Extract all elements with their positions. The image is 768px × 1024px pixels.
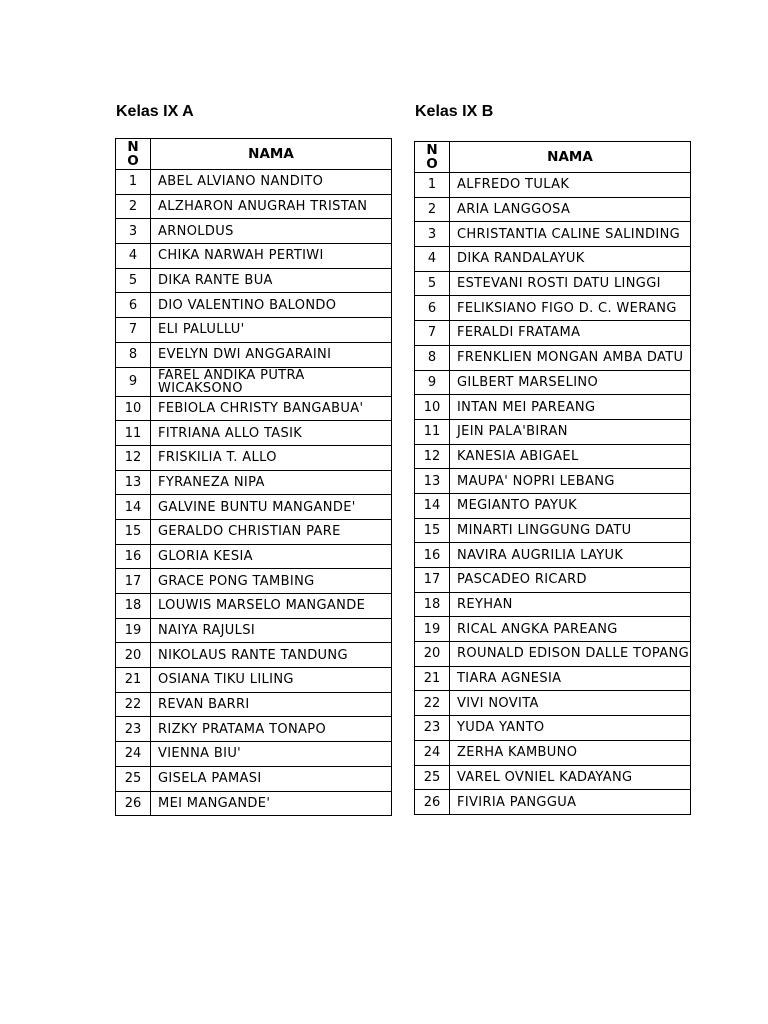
student-number: 14	[415, 493, 450, 518]
student-number: 6	[415, 296, 450, 321]
student-number: 3	[415, 222, 450, 247]
student-number: 22	[116, 692, 151, 717]
student-number: 11	[415, 419, 450, 444]
student-number: 7	[415, 321, 450, 346]
student-number: 16	[415, 543, 450, 568]
table-row	[116, 342, 392, 367]
student-number: 6	[116, 293, 151, 318]
class-title: Kelas IX A	[116, 103, 194, 120]
student-number: 8	[415, 345, 450, 370]
class-roster-ix-b	[414, 102, 690, 815]
table-row	[116, 470, 392, 495]
student-number: 11	[116, 421, 151, 446]
student-name: GRACE PONG TAMBING	[151, 569, 392, 594]
student-number: 1	[116, 170, 151, 195]
student-name: VIENNA BIU'	[151, 742, 392, 767]
table-row	[116, 742, 392, 767]
student-number: 21	[116, 668, 151, 693]
table-row	[116, 293, 392, 318]
table-row	[116, 594, 392, 619]
table-row	[116, 318, 392, 343]
table-row	[116, 569, 392, 594]
student-name: REYHAN	[450, 592, 691, 617]
table-row	[415, 765, 691, 790]
column-header-no	[116, 139, 151, 170]
table-row	[116, 367, 392, 396]
table-row	[116, 445, 392, 470]
table-row	[116, 717, 392, 742]
class-roster-ix-a	[115, 102, 391, 816]
student-name: GILBERT MARSELINO	[450, 370, 691, 395]
student-name: EVELYN DWI ANGGARAINI	[151, 342, 392, 367]
student-name: KANESIA ABIGAEL	[450, 444, 691, 469]
student-name: VIVI NOVITA	[450, 691, 691, 716]
student-number: 26	[116, 791, 151, 816]
student-number: 9	[116, 367, 151, 396]
student-name: CHRISTANTIA CALINE SALINDING	[450, 222, 691, 247]
student-number: 25	[415, 765, 450, 790]
student-name: REVAN BARRI	[151, 692, 392, 717]
student-name: CHIKA NARWAH PERTIWI	[151, 244, 392, 269]
student-number: 24	[116, 742, 151, 767]
student-name: RICAL ANGKA PAREANG	[450, 617, 691, 642]
student-name: ROUNALD EDISON DALLE TOPANG	[450, 642, 691, 667]
table-row	[415, 642, 691, 667]
student-number: 15	[415, 518, 450, 543]
table-row	[415, 469, 691, 494]
header-row	[116, 139, 392, 170]
student-number: 10	[116, 396, 151, 421]
student-number: 5	[415, 271, 450, 296]
table-row	[415, 419, 691, 444]
student-name: INTAN MEI PAREANG	[450, 395, 691, 420]
table-row	[415, 296, 691, 321]
student-number: 5	[116, 268, 151, 293]
table-row	[116, 618, 392, 643]
student-name: OSIANA TIKU LILING	[151, 668, 392, 693]
student-number: 14	[116, 495, 151, 520]
student-name: MAUPA' NOPRI LEBANG	[450, 469, 691, 494]
student-name: FITRIANA ALLO TASIK	[151, 421, 392, 446]
student-number: 9	[415, 370, 450, 395]
table-row	[116, 421, 392, 446]
table-row	[116, 643, 392, 668]
student-number: 2	[116, 194, 151, 219]
table-row	[116, 268, 392, 293]
student-name: MEI MANGANDE'	[151, 791, 392, 816]
student-name: DIKA RANDALAYUK	[450, 247, 691, 272]
student-number: 16	[116, 544, 151, 569]
roster-body	[116, 170, 392, 816]
student-name: DIO VALENTINO BALONDO	[151, 293, 392, 318]
student-number: 15	[116, 519, 151, 544]
student-number: 21	[415, 666, 450, 691]
table-row	[116, 692, 392, 717]
table-row	[415, 518, 691, 543]
student-name: NAVIRA AUGRILIA LAYUK	[450, 543, 691, 568]
student-name: GALVINE BUNTU MANGANDE'	[151, 495, 392, 520]
table-row	[415, 716, 691, 741]
student-number: 13	[415, 469, 450, 494]
student-name: RIZKY PRATAMA TONAPO	[151, 717, 392, 742]
student-number: 17	[116, 569, 151, 594]
student-number: 19	[415, 617, 450, 642]
column-header-name: NAMA	[151, 139, 392, 170]
table-row	[116, 219, 392, 244]
student-number: 8	[116, 342, 151, 367]
student-name: FEBIOLA CHRISTY BANGABUA'	[151, 396, 392, 421]
table-row	[116, 194, 392, 219]
table-row	[415, 370, 691, 395]
student-name: GLORIA KESIA	[151, 544, 392, 569]
table-row	[116, 170, 392, 195]
student-number: 26	[415, 790, 450, 815]
table-row	[116, 519, 392, 544]
student-name: ALFREDO TULAK	[450, 173, 691, 198]
student-name: ZERHA KAMBUNO	[450, 740, 691, 765]
student-name: FERALDI FRATAMA	[450, 321, 691, 346]
student-name: MINARTI LINGGUNG DATU	[450, 518, 691, 543]
student-name: FRENKLIEN MONGAN AMBA DATU	[450, 345, 691, 370]
student-name: ARIA LANGGOSA	[450, 197, 691, 222]
student-number: 22	[415, 691, 450, 716]
student-number: 20	[116, 643, 151, 668]
table-row	[415, 444, 691, 469]
student-name: LOUWIS MARSELO MANGANDE	[151, 594, 392, 619]
student-name: FAREL ANDIKA PUTRA WICAKSONO	[151, 367, 392, 396]
student-number: 4	[415, 247, 450, 272]
table-row	[415, 197, 691, 222]
class-title: Kelas IX B	[415, 103, 494, 120]
table-row	[415, 666, 691, 691]
student-name: FRISKILIA T. ALLO	[151, 445, 392, 470]
table-row	[116, 766, 392, 791]
student-number: 13	[116, 470, 151, 495]
student-name: PASCADEO RICARD	[450, 568, 691, 593]
table-row	[116, 791, 392, 816]
table-row	[116, 495, 392, 520]
student-number: 23	[116, 717, 151, 742]
student-name: VAREL OVNIEL KADAYANG	[450, 765, 691, 790]
table-row	[415, 790, 691, 815]
table-row	[415, 592, 691, 617]
column-header-no-line-1: N	[127, 139, 139, 155]
header-row	[415, 142, 691, 173]
student-name: ALZHARON ANUGRAH TRISTAN	[151, 194, 392, 219]
student-name: ELI PALULLU'	[151, 318, 392, 343]
student-number: 1	[415, 173, 450, 198]
table-row	[415, 345, 691, 370]
table-row	[415, 740, 691, 765]
column-header-no-line-2: O	[426, 156, 438, 172]
table-row	[415, 222, 691, 247]
student-number: 12	[415, 444, 450, 469]
table-row	[415, 271, 691, 296]
student-name: ARNOLDUS	[151, 219, 392, 244]
student-number: 24	[415, 740, 450, 765]
student-number: 4	[116, 244, 151, 269]
student-number: 18	[415, 592, 450, 617]
student-name: NAIYA RAJULSI	[151, 618, 392, 643]
roster-table	[115, 138, 392, 816]
table-row	[415, 247, 691, 272]
table-row	[116, 544, 392, 569]
student-name: FYRANEZA NIPA	[151, 470, 392, 495]
student-number: 23	[415, 716, 450, 741]
roster-table	[414, 141, 691, 815]
table-row	[415, 568, 691, 593]
table-row	[116, 244, 392, 269]
table-row	[415, 173, 691, 198]
student-number: 12	[116, 445, 151, 470]
student-name: FELIKSIANO FIGO D. C. WERANG	[450, 296, 691, 321]
student-name: FIVIRIA PANGGUA	[450, 790, 691, 815]
student-number: 25	[116, 766, 151, 791]
student-name: TIARA AGNESIA	[450, 666, 691, 691]
student-number: 18	[116, 594, 151, 619]
table-row	[415, 691, 691, 716]
table-row	[116, 396, 392, 421]
table-row	[415, 617, 691, 642]
student-number: 17	[415, 568, 450, 593]
table-row	[415, 493, 691, 518]
student-name: ESTEVANI ROSTI DATU LINGGI	[450, 271, 691, 296]
student-name: MEGIANTO PAYUK	[450, 493, 691, 518]
student-name: GERALDO CHRISTIAN PARE	[151, 519, 392, 544]
student-name: GISELA PAMASI	[151, 766, 392, 791]
student-number: 7	[116, 318, 151, 343]
table-row	[415, 321, 691, 346]
student-number: 2	[415, 197, 450, 222]
student-name: JEIN PALA'BIRAN	[450, 419, 691, 444]
student-name: DIKA RANTE BUA	[151, 268, 392, 293]
table-row	[415, 395, 691, 420]
column-header-no	[415, 142, 450, 173]
student-name: ABEL ALVIANO NANDITO	[151, 170, 392, 195]
column-header-name: NAMA	[450, 142, 691, 173]
column-header-no-line-2: O	[127, 153, 139, 169]
student-number: 19	[116, 618, 151, 643]
student-name: YUDA YANTO	[450, 716, 691, 741]
student-number: 3	[116, 219, 151, 244]
student-number: 20	[415, 642, 450, 667]
table-row	[116, 668, 392, 693]
roster-body	[415, 173, 691, 815]
student-name: NIKOLAUS RANTE TANDUNG	[151, 643, 392, 668]
table-row	[415, 543, 691, 568]
student-number: 10	[415, 395, 450, 420]
column-header-no-line-1: N	[426, 142, 438, 158]
